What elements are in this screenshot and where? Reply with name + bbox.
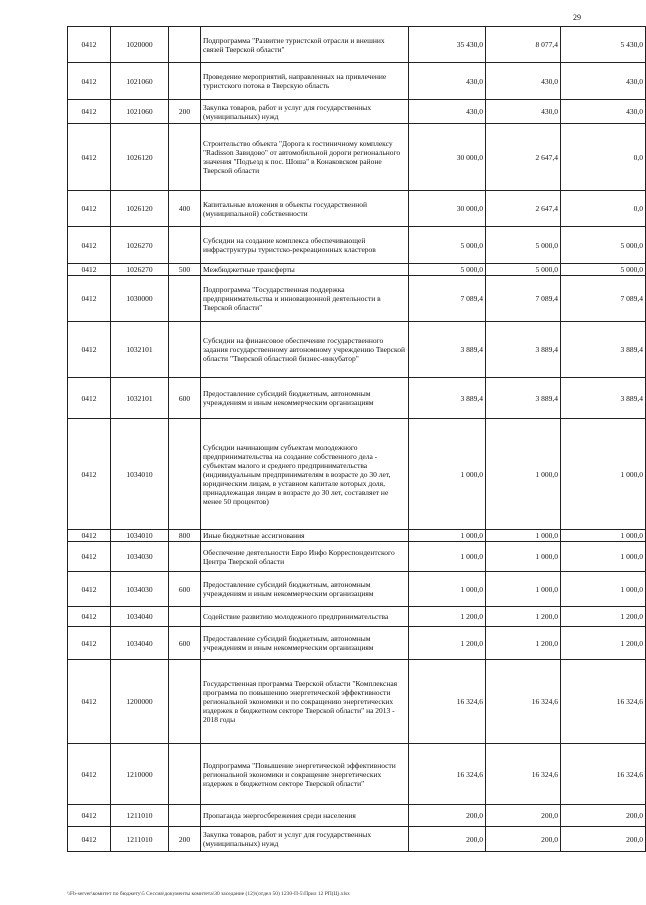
section-code-cell: 0412 (68, 100, 111, 124)
expense-type-code-cell (169, 227, 201, 264)
amount-year-1-cell: 1 000,0 (409, 419, 486, 530)
article-name-cell: Закупка товаров, работ и услуг для государственных (муниципальных) нужд (201, 827, 409, 852)
amount-year-3-cell: 3 889,4 (561, 322, 646, 378)
amount-year-3-cell: 1 000,0 (561, 542, 646, 572)
section-code-cell: 0412 (68, 660, 111, 744)
amount-year-2-cell: 5 000,0 (486, 264, 561, 276)
amount-year-2-cell: 16 324,6 (486, 744, 561, 805)
amount-year-3-cell: 1 000,0 (561, 530, 646, 542)
amount-year-2-cell: 1 000,0 (486, 419, 561, 530)
table-row (68, 124, 646, 191)
section-code-cell: 0412 (68, 419, 111, 530)
section-code-cell: 0412 (68, 805, 111, 827)
expense-type-code-cell (169, 322, 201, 378)
amount-year-1-cell: 1 000,0 (409, 530, 486, 542)
page-number: 29 (573, 13, 581, 22)
target-article-code-cell: 1210000 (111, 744, 169, 805)
table-row (68, 627, 646, 660)
expense-type-code-cell (169, 63, 201, 100)
amount-year-1-cell: 16 324,6 (409, 744, 486, 805)
article-name-cell: Строительство объекта "Дорога к гостиничному комплексу "Radisson Завидово" от автомобильной дороги регионального значения "Подъезд к пос. Шоша" в Конаковском районе Тверской области (201, 124, 409, 191)
article-name-cell: Подпрограмма "Государственная поддержка предпринимательства и инновационной деятельности в Тверской области" (201, 276, 409, 322)
expense-type-code-cell (169, 27, 201, 63)
amount-year-1-cell: 430,0 (409, 100, 486, 124)
section-code-cell: 0412 (68, 227, 111, 264)
amount-year-3-cell: 1 000,0 (561, 572, 646, 607)
target-article-code-cell: 1021060 (111, 63, 169, 100)
table-row (68, 322, 646, 378)
amount-year-2-cell: 1 200,0 (486, 627, 561, 660)
amount-year-1-cell: 5 000,0 (409, 264, 486, 276)
amount-year-2-cell: 200,0 (486, 827, 561, 852)
amount-year-3-cell: 200,0 (561, 805, 646, 827)
amount-year-1-cell: 5 000,0 (409, 227, 486, 264)
table-row (68, 805, 646, 827)
article-name-cell: Проведение мероприятий, направленных на привлечение туристского потока в Тверскую область (201, 63, 409, 100)
target-article-code-cell: 1034040 (111, 607, 169, 627)
table-row (68, 530, 646, 542)
target-article-code-cell: 1034030 (111, 572, 169, 607)
amount-year-3-cell: 5 000,0 (561, 227, 646, 264)
target-article-code-cell: 1034010 (111, 419, 169, 530)
expense-type-code-cell (169, 607, 201, 627)
article-name-cell: Подпрограмма "Повышение энергетической эффективности региональной экономики и сокращение энергетических издержек в бюджетном секторе Тверской области" (201, 744, 409, 805)
expense-type-code-cell (169, 419, 201, 530)
table-row (68, 419, 646, 530)
amount-year-3-cell: 3 889,4 (561, 378, 646, 419)
expense-type-code-cell (169, 744, 201, 805)
amount-year-2-cell: 430,0 (486, 100, 561, 124)
section-code-cell: 0412 (68, 572, 111, 607)
amount-year-2-cell: 16 324,6 (486, 660, 561, 744)
amount-year-1-cell: 430,0 (409, 63, 486, 100)
target-article-code-cell: 1211010 (111, 805, 169, 827)
amount-year-1-cell: 200,0 (409, 805, 486, 827)
target-article-code-cell: 1030000 (111, 276, 169, 322)
amount-year-3-cell: 0,0 (561, 124, 646, 191)
table-row (68, 100, 646, 124)
article-name-cell: Капитальные вложения в объекты государственной (муниципальной) собственности (201, 191, 409, 227)
section-code-cell: 0412 (68, 322, 111, 378)
amount-year-1-cell: 1 000,0 (409, 542, 486, 572)
amount-year-2-cell: 430,0 (486, 63, 561, 100)
expense-type-code-cell: 200 (169, 100, 201, 124)
section-code-cell: 0412 (68, 27, 111, 63)
amount-year-2-cell: 3 889,4 (486, 378, 561, 419)
table-row (68, 63, 646, 100)
article-name-cell: Предоставление субсидий бюджетным, автономным учреждениям и иным некоммерческим организациям (201, 572, 409, 607)
expense-type-code-cell: 600 (169, 627, 201, 660)
expense-type-code-cell: 600 (169, 572, 201, 607)
article-name-cell: Закупка товаров, работ и услуг для государственных (муниципальных) нужд (201, 100, 409, 124)
expense-type-code-cell: 600 (169, 378, 201, 419)
amount-year-3-cell: 1 200,0 (561, 627, 646, 660)
target-article-code-cell: 1034030 (111, 542, 169, 572)
target-article-code-cell: 1021060 (111, 100, 169, 124)
amount-year-3-cell: 7 089,4 (561, 276, 646, 322)
expense-type-code-cell: 200 (169, 827, 201, 852)
section-code-cell: 0412 (68, 607, 111, 627)
article-name-cell: Пропаганда энергосбережения среди населения (201, 805, 409, 827)
target-article-code-cell: 1026120 (111, 191, 169, 227)
target-article-code-cell: 1034010 (111, 530, 169, 542)
amount-year-3-cell: 430,0 (561, 63, 646, 100)
table-row (68, 227, 646, 264)
article-name-cell: Обеспечение деятельности Евро Инфо Корреспондентского Центра Тверской области (201, 542, 409, 572)
section-code-cell: 0412 (68, 264, 111, 276)
target-article-code-cell: 1032101 (111, 322, 169, 378)
budget-table-body (68, 27, 646, 852)
section-code-cell: 0412 (68, 63, 111, 100)
section-code-cell: 0412 (68, 827, 111, 852)
amount-year-2-cell: 1 000,0 (486, 542, 561, 572)
article-name-cell: Предоставление субсидий бюджетным, автономным учреждениям и иным некоммерческим организациям (201, 627, 409, 660)
amount-year-1-cell: 30 000,0 (409, 191, 486, 227)
amount-year-3-cell: 430,0 (561, 100, 646, 124)
expense-type-code-cell (169, 660, 201, 744)
table-row (68, 264, 646, 276)
table-row (68, 572, 646, 607)
target-article-code-cell: 1211010 (111, 827, 169, 852)
expense-type-code-cell (169, 276, 201, 322)
section-code-cell: 0412 (68, 191, 111, 227)
amount-year-2-cell: 7 089,4 (486, 276, 561, 322)
table-row (68, 191, 646, 227)
amount-year-1-cell: 1 200,0 (409, 607, 486, 627)
target-article-code-cell: 1026270 (111, 227, 169, 264)
amount-year-1-cell: 3 889,4 (409, 378, 486, 419)
amount-year-3-cell: 1 200,0 (561, 607, 646, 627)
table-row (68, 660, 646, 744)
expense-type-code-cell (169, 124, 201, 191)
article-name-cell: Содействие развитию молодежного предпринимательства (201, 607, 409, 627)
amount-year-1-cell: 16 324,6 (409, 660, 486, 744)
amount-year-3-cell: 16 324,6 (561, 744, 646, 805)
amount-year-3-cell: 200,0 (561, 827, 646, 852)
section-code-cell: 0412 (68, 276, 111, 322)
article-name-cell: Подпрограмма "Развитие туристской отрасли и внешних связей Тверской области" (201, 27, 409, 63)
amount-year-2-cell: 2 647,4 (486, 124, 561, 191)
amount-year-1-cell: 1 000,0 (409, 572, 486, 607)
amount-year-1-cell: 7 089,4 (409, 276, 486, 322)
amount-year-2-cell: 3 889,4 (486, 322, 561, 378)
article-name-cell: Государственная программа Тверской области "Комплексная программа по повышению энергетической эффективности региональной экономики и по сокращению энергетических издержек в бюджетном секторе Тверской области" на 2013 - 2018 годы (201, 660, 409, 744)
expense-type-code-cell: 400 (169, 191, 201, 227)
amount-year-2-cell: 1 200,0 (486, 607, 561, 627)
amount-year-3-cell: 5 000,0 (561, 264, 646, 276)
expense-type-code-cell (169, 805, 201, 827)
amount-year-2-cell: 8 077,4 (486, 27, 561, 63)
section-code-cell: 0412 (68, 124, 111, 191)
table-row (68, 276, 646, 322)
target-article-code-cell: 1026120 (111, 124, 169, 191)
target-article-code-cell: 1026270 (111, 264, 169, 276)
amount-year-2-cell: 5 000,0 (486, 227, 561, 264)
table-row (68, 744, 646, 805)
section-code-cell: 0412 (68, 744, 111, 805)
table-row (68, 827, 646, 852)
amount-year-1-cell: 1 200,0 (409, 627, 486, 660)
section-code-cell: 0412 (68, 627, 111, 660)
footer-file-path: \\Fb-server\комитет по бюджету\5 Сессия\документы комитета\30 заседание (12)\(отдел 50) 1230-П-5\Прил 12 РП(Ц).xlsx (67, 891, 350, 897)
target-article-code-cell: 1020000 (111, 27, 169, 63)
article-name-cell: Субсидии на создание комплекса обеспечивающей инфраструктуры туристско-рекреационных кластеров (201, 227, 409, 264)
amount-year-2-cell: 1 000,0 (486, 530, 561, 542)
section-code-cell: 0412 (68, 530, 111, 542)
target-article-code-cell: 1034040 (111, 627, 169, 660)
article-name-cell: Иные бюджетные ассигнования (201, 530, 409, 542)
table-row (68, 542, 646, 572)
table-row (68, 378, 646, 419)
amount-year-3-cell: 5 430,0 (561, 27, 646, 63)
table-row (68, 607, 646, 627)
target-article-code-cell: 1032101 (111, 378, 169, 419)
section-code-cell: 0412 (68, 542, 111, 572)
amount-year-1-cell: 200,0 (409, 827, 486, 852)
amount-year-2-cell: 1 000,0 (486, 572, 561, 607)
budget-table (67, 26, 646, 852)
article-name-cell: Предоставление субсидий бюджетным, автономным учреждениям и иным некоммерческим организациям (201, 378, 409, 419)
expense-type-code-cell (169, 542, 201, 572)
amount-year-1-cell: 3 889,4 (409, 322, 486, 378)
table-row (68, 27, 646, 63)
expense-type-code-cell: 800 (169, 530, 201, 542)
article-name-cell: Межбюджетные трансферты (201, 264, 409, 276)
amount-year-3-cell: 0,0 (561, 191, 646, 227)
target-article-code-cell: 1200000 (111, 660, 169, 744)
amount-year-3-cell: 1 000,0 (561, 419, 646, 530)
amount-year-3-cell: 16 324,6 (561, 660, 646, 744)
amount-year-1-cell: 30 000,0 (409, 124, 486, 191)
expense-type-code-cell: 500 (169, 264, 201, 276)
article-name-cell: Субсидии на финансовое обеспечение государственного задания государственному автономному учреждению Тверской области "Тверской областной бизнес-инкубатор" (201, 322, 409, 378)
section-code-cell: 0412 (68, 378, 111, 419)
amount-year-2-cell: 200,0 (486, 805, 561, 827)
article-name-cell: Субсидии начинающим субъектам молодежного предпринимательства на создание собственного дела - субъектам малого и среднего предпринимательства (индивидуальным предпринимателям в возрасте до 30 лет, юридическим лицам, в уставном капитале которых доля, принадлежащая лицам в возрасте до 30 лет, составляет не менее 50 процентов) (201, 419, 409, 530)
amount-year-1-cell: 35 430,0 (409, 27, 486, 63)
amount-year-2-cell: 2 647,4 (486, 191, 561, 227)
